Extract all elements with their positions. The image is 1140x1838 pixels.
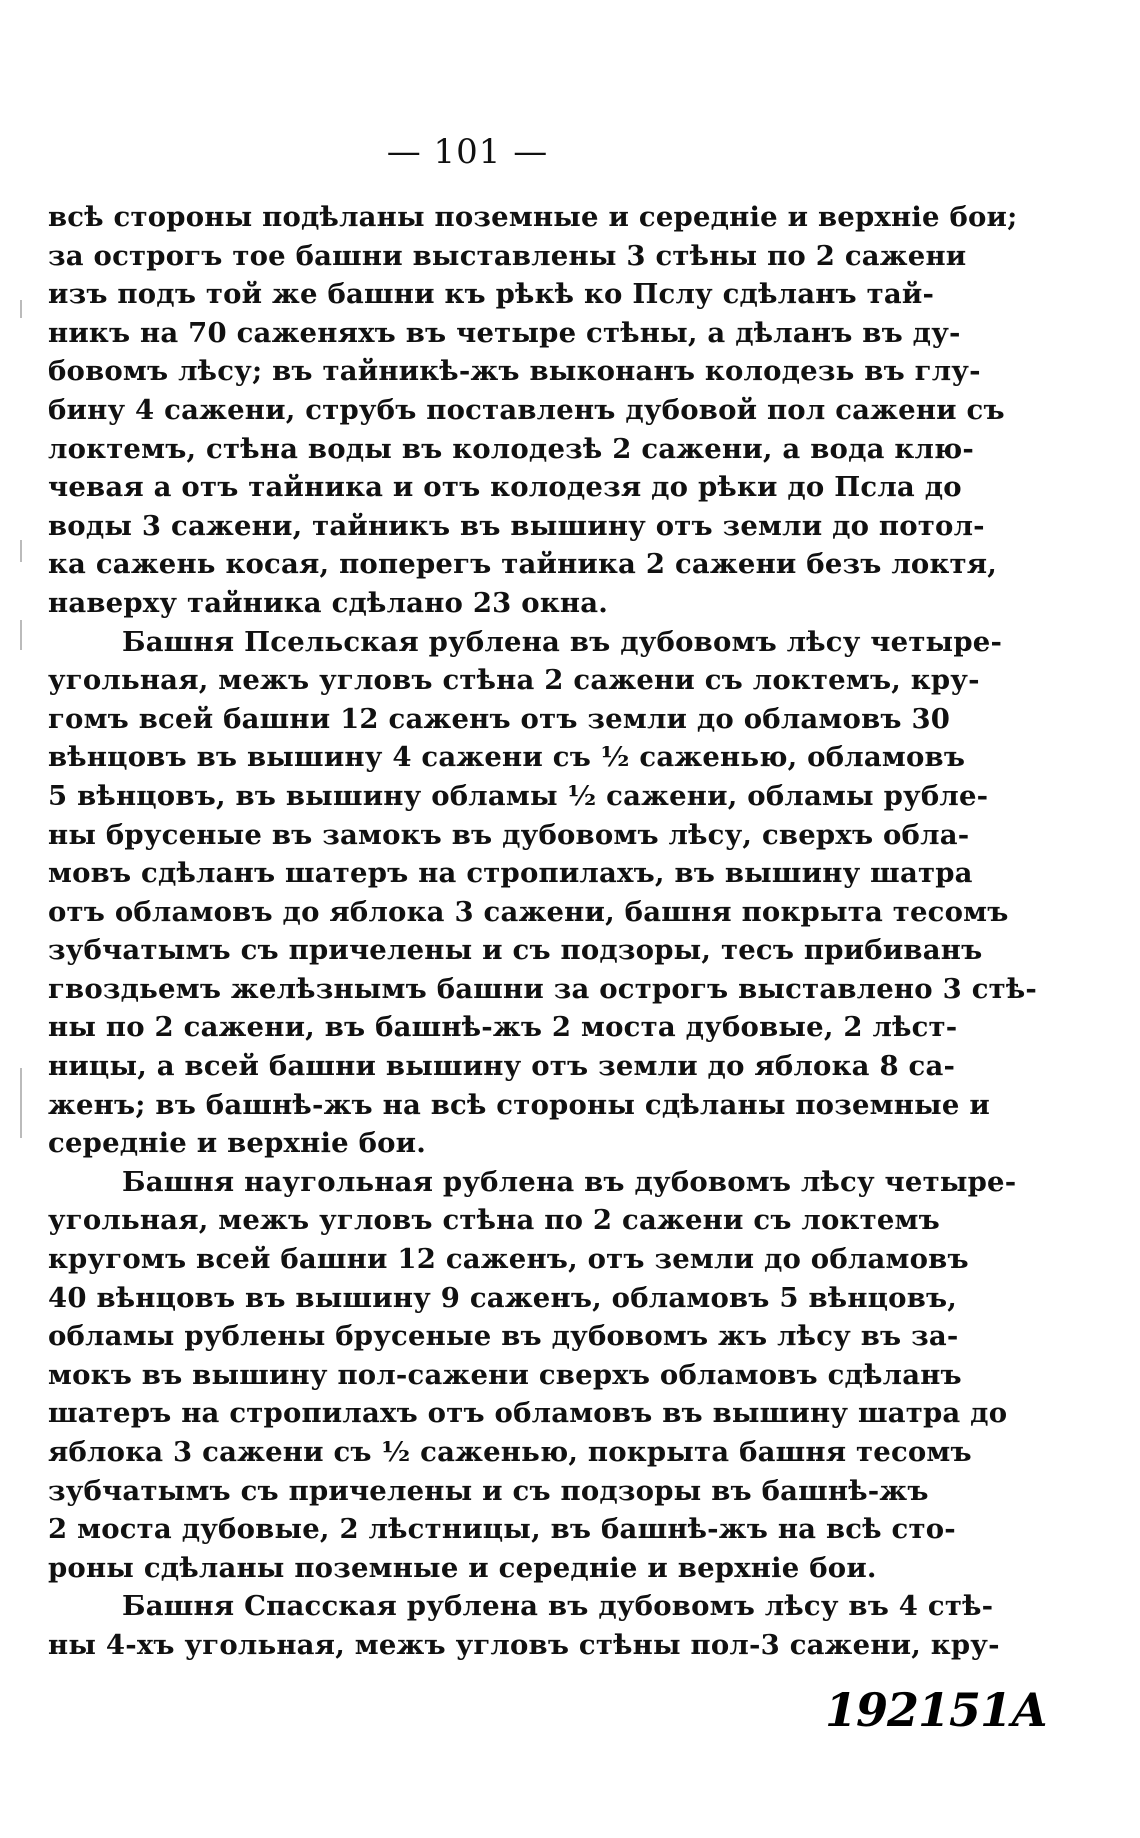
margin-mark xyxy=(20,300,22,318)
text-line: ны брусеные въ замокъ въ дубовомъ лѣсу, сверхъ обла- xyxy=(48,818,970,851)
body-text xyxy=(48,198,1038,1665)
text-line: гвоздьемъ желѣзнымъ башни за острогъ выставлено 3 стѣ- xyxy=(48,972,1038,1005)
margin-mark xyxy=(20,620,22,650)
text-line: за острогъ тое башни выставлены 3 стѣны по 2 сажени xyxy=(48,239,967,272)
text-line: гомъ всей башни 12 саженъ отъ земли до обламовъ 30 xyxy=(48,702,951,735)
text-line: ницы, а всей башни вышину отъ земли до яблока 8 са- xyxy=(48,1050,956,1083)
text-line: воды 3 сажени, тайникъ въ вышину отъ земли до потол- xyxy=(48,509,985,542)
text-line: женъ; въ башнѣ-жъ на всѣ стороны сдѣланы поземные и xyxy=(48,1088,990,1121)
text-line: мовъ сдѣланъ шатеръ на стропилахъ, въ вышину шатра xyxy=(48,857,973,890)
text-line: обламы рублены брусеные въ дубовомъ жъ лѣсу въ за- xyxy=(48,1320,959,1353)
library-stamp: 192151А xyxy=(825,1683,1048,1737)
text-line: угольная, межъ угловъ стѣна 2 сажени съ локтемъ, кру- xyxy=(48,664,980,697)
text-line: яблока 3 сажени съ ½ саженью, покрыта башня тесомъ xyxy=(48,1436,972,1468)
text-line: Башня наугольная рублена въ дубовомъ лѣсу четыре- xyxy=(122,1165,1017,1198)
text-line: 2 моста дубовые, 2 лѣстницы, въ башнѣ-жъ на всѣ сто- xyxy=(48,1513,956,1546)
text-line: бину 4 сажени, струбъ поставленъ дубовой пол сажени съ xyxy=(48,393,1005,426)
text-line: угольная, межъ угловъ стѣна по 2 сажени съ локтемъ xyxy=(48,1204,940,1237)
text-line: ны 4-хъ угольная, межъ угловъ стѣны пол-3 сажени, кру- xyxy=(48,1628,1000,1661)
text-line: 5 вѣнцовъ, въ вышину обламы ½ сажени, обламы рубле- xyxy=(48,779,989,812)
text-line: вѣнцовъ въ вышину 4 сажени съ ½ саженью, обламовъ xyxy=(48,741,966,774)
text-line: ка сажень косая, поперегъ тайника 2 сажени безъ локтя, xyxy=(48,548,998,581)
text-line: отъ обламовъ до яблока 3 сажени, башня покрыта тесомъ xyxy=(48,895,1009,928)
text-line: 40 вѣнцовъ въ вышину 9 саженъ, обламовъ 5 вѣнцовъ, xyxy=(48,1281,958,1314)
text-line: изъ подъ той же башни къ рѣкѣ ко Пслу сдѣланъ тай- xyxy=(48,278,935,311)
margin-mark xyxy=(20,540,22,562)
text-line: середнiе и верхнiе бои. xyxy=(48,1127,427,1160)
text-line: Башня Псельская рублена въ дубовомъ лѣсу четыре- xyxy=(122,625,1003,658)
text-line: зубчатымъ съ причелены и съ подзоры въ башнѣ-жъ xyxy=(48,1474,929,1507)
text-line: ны по 2 сажени, въ башнѣ-жъ 2 моста дубовые, 2 лѣст- xyxy=(48,1011,958,1044)
text-line: локтемъ, стѣна воды въ колодезѣ 2 сажени, а вода клю- xyxy=(48,432,975,465)
text-line: Башня Спасская рублена въ дубовомъ лѣсу въ 4 стѣ- xyxy=(122,1590,994,1623)
text-line: мокъ въ вышину пол-сажени сверхъ обламовъ сдѣланъ xyxy=(48,1358,962,1391)
text-line: никъ на 70 саженяхъ въ четыре стѣны, а дѣланъ въ ду- xyxy=(48,316,961,349)
margin-mark xyxy=(20,1068,22,1138)
text-line: зубчатымъ съ причелены и съ подзоры, тесъ прибиванъ xyxy=(48,934,983,967)
text-line: бовомъ лѣсу; въ тайникѣ-жъ выконанъ колодезь въ глу- xyxy=(48,355,981,388)
text-line: всѣ стороны подѣланы поземные и середнiе и верхнiе бои; xyxy=(48,201,1018,233)
text-line: роны сдѣланы поземные и середнiе и верхнiе бои. xyxy=(48,1551,877,1584)
text-line: наверху тайника сдѣлано 23 окна. xyxy=(48,586,609,619)
page-number: — 101 — xyxy=(386,132,549,172)
text-line: шатеръ на стропилахъ отъ обламовъ въ вышину шатра до xyxy=(48,1397,1008,1430)
text-line: чевая а отъ тайника и отъ колодезя до рѣки до Псла до xyxy=(48,471,962,504)
text-line: кругомъ всей башни 12 саженъ, отъ земли до обламовъ xyxy=(48,1243,969,1276)
